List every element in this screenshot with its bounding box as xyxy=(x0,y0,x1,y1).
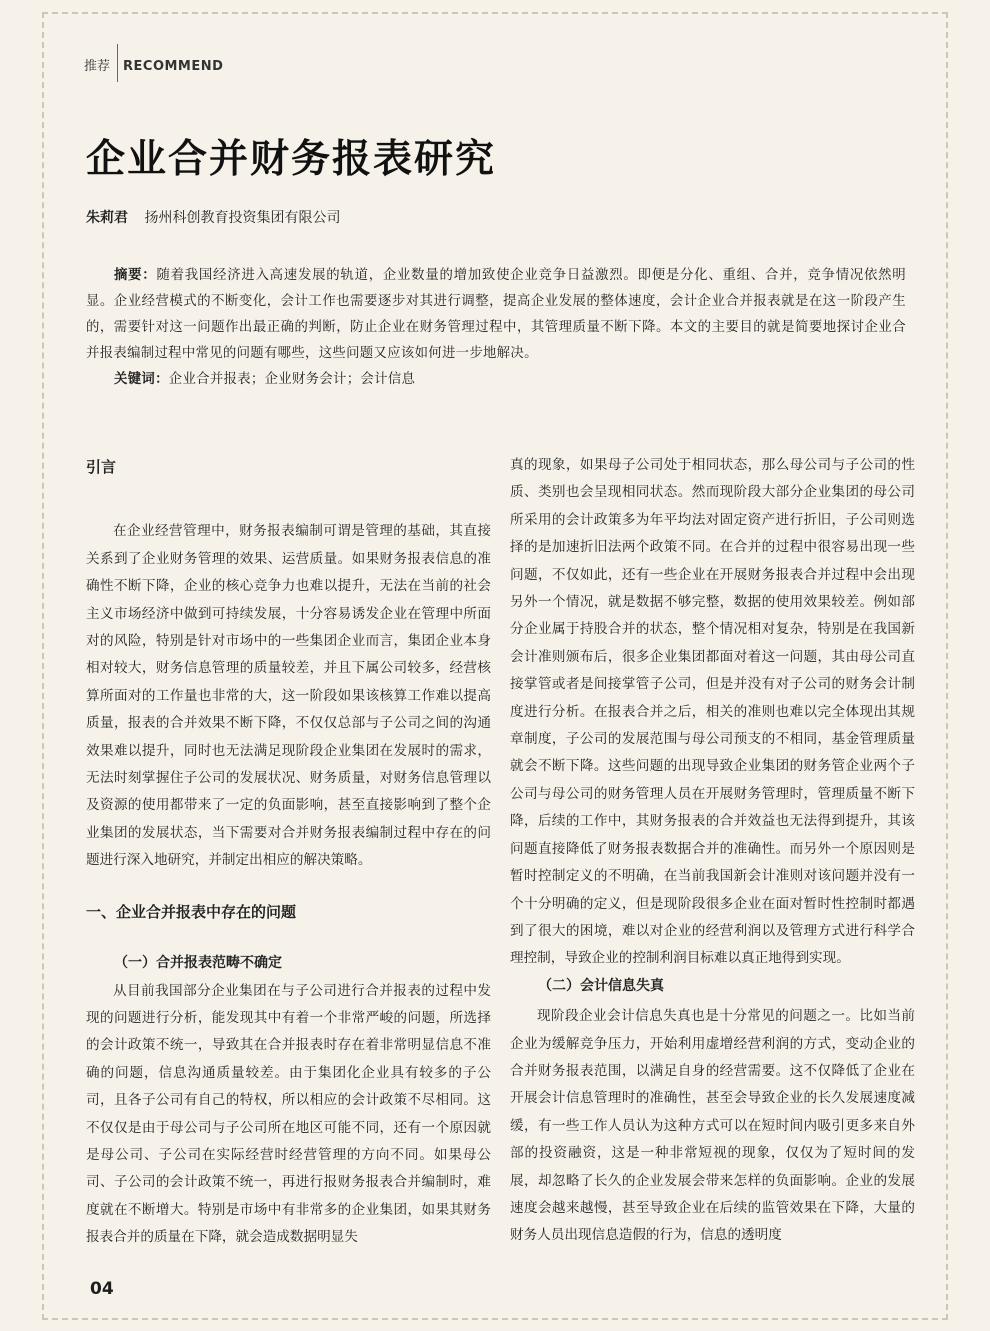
section-header xyxy=(84,38,223,82)
subsection-2-paragraph: 现阶段企业会计信息失真也是十分常见的问题之一。比如当前企业为缓解竞争压力，开始利用虚增经营利润的方式，变动企业的合并财务报表范围，以满足自身的经营需要。这不仅降低了企业在开展会计信息管理时的准确性，甚至会导致企业的长久发展速度减缓，有一些工作人员认为这种方式可以在短时间内吸引更多来自外部的投资融资，这是一种非常短视的现象，仅仅为了短时间的发展，却忽略了长久的企业发展会带来怎样的负面影响。企业的发展速度会越来越慢，甚至导致企业在后续的监管效果在下降，大量的财务人员出现信息造假的行为，信息的透明度 xyxy=(510,1008,915,1244)
right-column xyxy=(510,452,915,1250)
article-title: 企业合并财务报表研究 xyxy=(86,137,497,182)
author-line xyxy=(86,207,340,227)
section-label-cn: 推荐 xyxy=(84,59,111,74)
header-divider xyxy=(117,44,118,82)
intro-paragraph: 在企业经营管理中，财务报表编制可谓是管理的基础，其直接关系到了企业财务管理的效果、运营质量。如果财务报表信息的准确性不断下降，企业的核心竞争力也难以提升，无法在当前的社会主义市场经济中做到可持续发展，十分容易诱发企业在管理中所面对的风险，特别是针对市场中的一些集团企业而言，集团企业本身相对较大，财务信息管理的质量较差，并且下属公司较多，经营核算所面对的工作量也非常的大，这一阶段如果该核算工作难以提高质量，报表的合并效果不断下降，不仅仅总部与子公司之间的沟通效果难以提升，同时也无法满足现阶段企业集团在发展时的需求，无法时刻掌握住子公司的发展状况、财务质量，对财务信息管理以及资源的使用都带来了一定的负面影响，甚至直接影响到了整个企业集团的发展状态，当下需要对合并财务报表编制过程中存在的问题进行深入地研究，并制定出相应的解决策略。 xyxy=(86,523,491,869)
author-name: 朱莉君 xyxy=(86,210,128,226)
keywords-label: 关键词： xyxy=(114,372,169,387)
abstract-paragraph xyxy=(86,263,906,367)
abstract-text: 随着我国经济进入高速发展的轨道，企业数量的增加致使企业竞争日益激烈。即便是分化、重组、合并，竞争情况依然明显。企业经营模式的不断变化，会计工作也需要逐步对其进行调整，提高企业发展的整体速度，会计企业合并报表就是在这一阶段产生的，需要针对这一问题作出最正确的判断，防止企业在财务管理过程中，其管理质量不断下降。本文的主要目的就是简要地探讨企业合并报表编制过程中常见的问题有哪些，这些问题又应该如何进一步地解决。 xyxy=(86,268,906,361)
continued-paragraph: 真的现象，如果母子公司处于相同状态，那么母公司与子公司的性质、类别也会呈现相同状态。然而现阶段大部分企业集团的母公司所采用的会计政策多为年平均法对固定资产进行折旧，子公司则选择的是加速折旧法两个政策不同。在合并的过程中很容易出现一些问题，不仅如此，还有一些企业在开展财务报表合并过程中会出现另外一个情况，就是数据不够完整，数据的使用效果较差。例如部分企业属于持股合并的状态，整个情况相对复杂，特别是在我国新会计准则颁布后，很多企业集团都面对着这一问题，其由母公司直接掌管或者是间接掌管子公司，但是并没有对子公司的财务会计制度进行分析。在报表合并之后，相关的准则也难以完全体现出其规章制度，子公司的发展范围与母公司预支的不相同，基金管理质量就会不断下降。这些问题的出现导致企业集团的财务管企业两个子公司与母公司的财务管理人员在开展财务管理时，管理质量不断下降，后续的工作中，其财务报表的合并效益也无法得到提升，其该问题直接降低了财务报表数据合并的准确性。而另外一个原因则是暂时控制定义的不明确，在当前我国新会计准则对该问题并没有一个十分明确的定义，但是现阶段很多企业在面对暂时性控制时都遇到了很大的困境，难以对企业的经营利润以及管理方式进行科学合理控制，导致企业的控制利润目标难以真正地得到实现。 xyxy=(510,457,915,967)
intro-heading: 引言 xyxy=(86,458,117,476)
abstract-label: 摘要： xyxy=(114,268,157,283)
author-affiliation: 扬州科创教育投资集团有限公司 xyxy=(144,210,341,226)
keywords-paragraph xyxy=(86,367,906,393)
section-label-en: RECOMMEND xyxy=(123,59,224,74)
section-heading-1: 一、企业合并报表中存在的问题 xyxy=(86,902,297,921)
left-column xyxy=(86,448,491,1252)
subsection-heading-2: （二）会计信息失真 xyxy=(538,977,664,994)
abstract-block xyxy=(86,263,906,393)
subsection-heading-1: （一）合并报表范畴不确定 xyxy=(114,955,282,972)
page-number: 04 xyxy=(90,1279,114,1299)
subsection-1-paragraph: 从目前我国部分企业集团在与子公司进行合并报表的过程中发现的问题进行分析，能发现其中有着一个非常严峻的问题，所选择的会计政策不统一，导致其在合并报表时存在着非常明显信息不准确的问题，信息沟通质量较差。由于集团化企业具有较多的子公司，且各子公司有自己的特权，所以相应的会计政策不尽相同。这不仅仅是由于母公司与子公司所在地区可能不同，还有一个原因就是母公司、子公司在实际经营时经营管理的方向不同。如果母公司、子公司的会计政策不统一，再进行报财务报表合并编制时，难度就在不断增大。特别是市场中有非常多的企业集团，如果其财务报表合并的质量在下降，就会造成数据明显失 xyxy=(86,982,491,1246)
keywords-text: 企业合并报表；企业财务会计；会计信息 xyxy=(168,372,416,387)
